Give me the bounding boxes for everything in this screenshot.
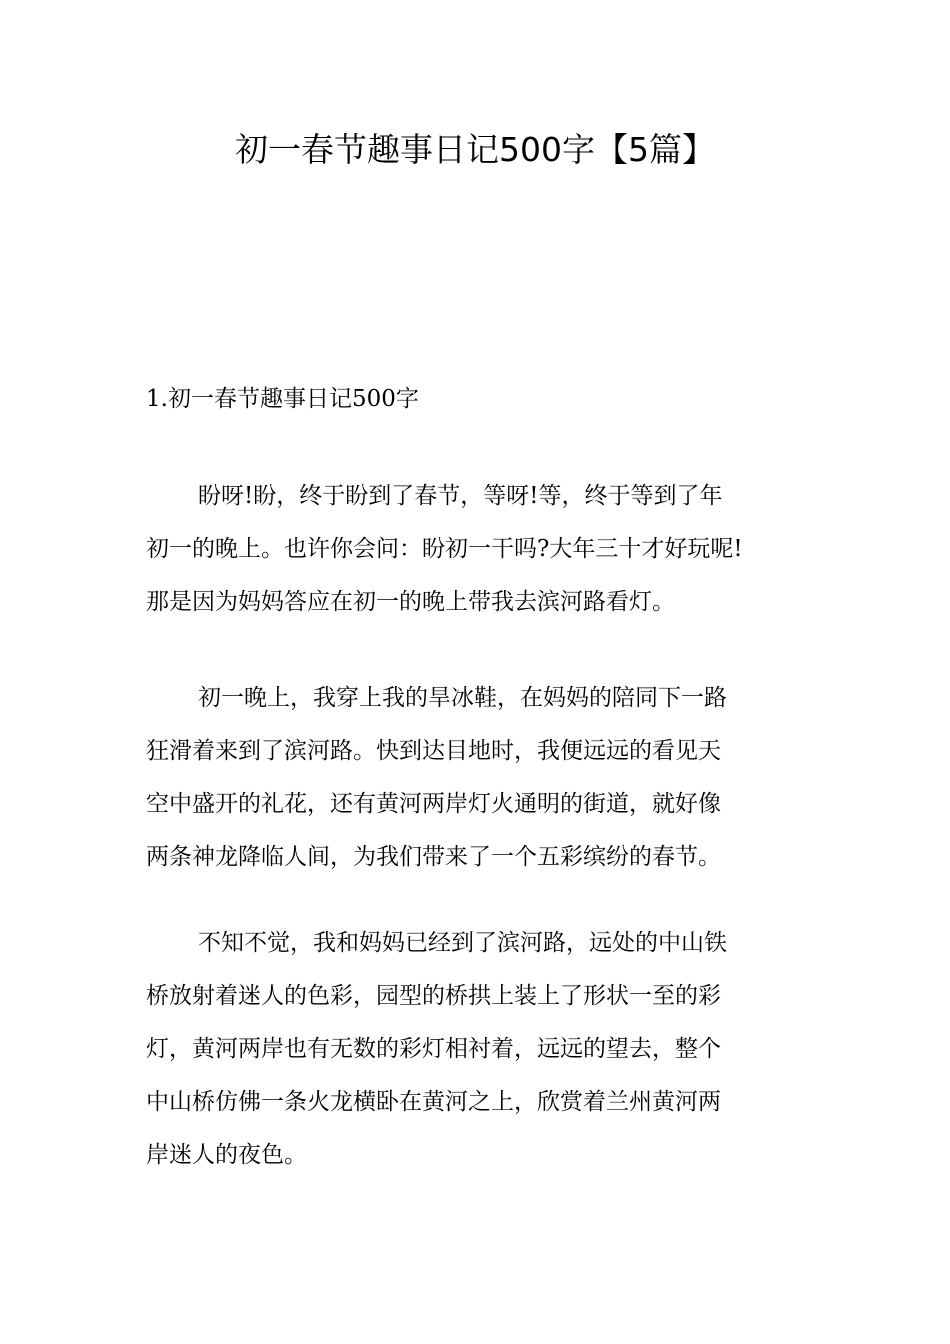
paragraph-line: 那是因为妈妈答应在初一的晚上带我去滨河路看灯。: [146, 589, 675, 615]
paragraph-line: 初一晚上，我穿上我的旱冰鞋，在妈妈的陪同下一路: [198, 685, 727, 711]
paragraph-line: 盼呀!盼，终于盼到了春节，等呀!等，终于等到了年: [198, 483, 723, 509]
document-title: 初一春节趣事日记500字【5篇】: [235, 130, 715, 169]
paragraph-line: 不知不觉，我和妈妈已经到了滨河路，远处的中山铁: [198, 930, 727, 956]
paragraph-line: 岸迷人的夜色。: [146, 1142, 307, 1168]
paragraph-line: 空中盛开的礼花，还有黄河两岸灯火通明的街道，就好像: [146, 791, 721, 817]
paragraph-line: 初一的晚上。也许你会问：盼初一干吗?大年三十才好玩呢!: [146, 536, 743, 562]
paragraph-3: [146, 917, 806, 1182]
paragraph-line: 两条神龙降临人间，为我们带来了一个五彩缤纷的春节。: [146, 844, 721, 870]
paragraph-line: 桥放射着迷人的色彩，园型的桥拱上装上了形状一至的彩: [146, 983, 721, 1009]
paragraph-line: 灯，黄河两岸也有无数的彩灯相衬着，远远的望去，整个: [146, 1036, 721, 1062]
paragraph-1: [146, 470, 806, 629]
paragraph-2: [146, 672, 806, 884]
section-heading: 1.初一春节趣事日记500字: [146, 386, 419, 412]
paragraph-line: 中山桥仿佛一条火龙横卧在黄河之上，欣赏着兰州黄河两: [146, 1089, 721, 1115]
paragraph-line: 狂滑着来到了滨河路。快到达目地时，我便远远的看见天: [146, 738, 721, 764]
